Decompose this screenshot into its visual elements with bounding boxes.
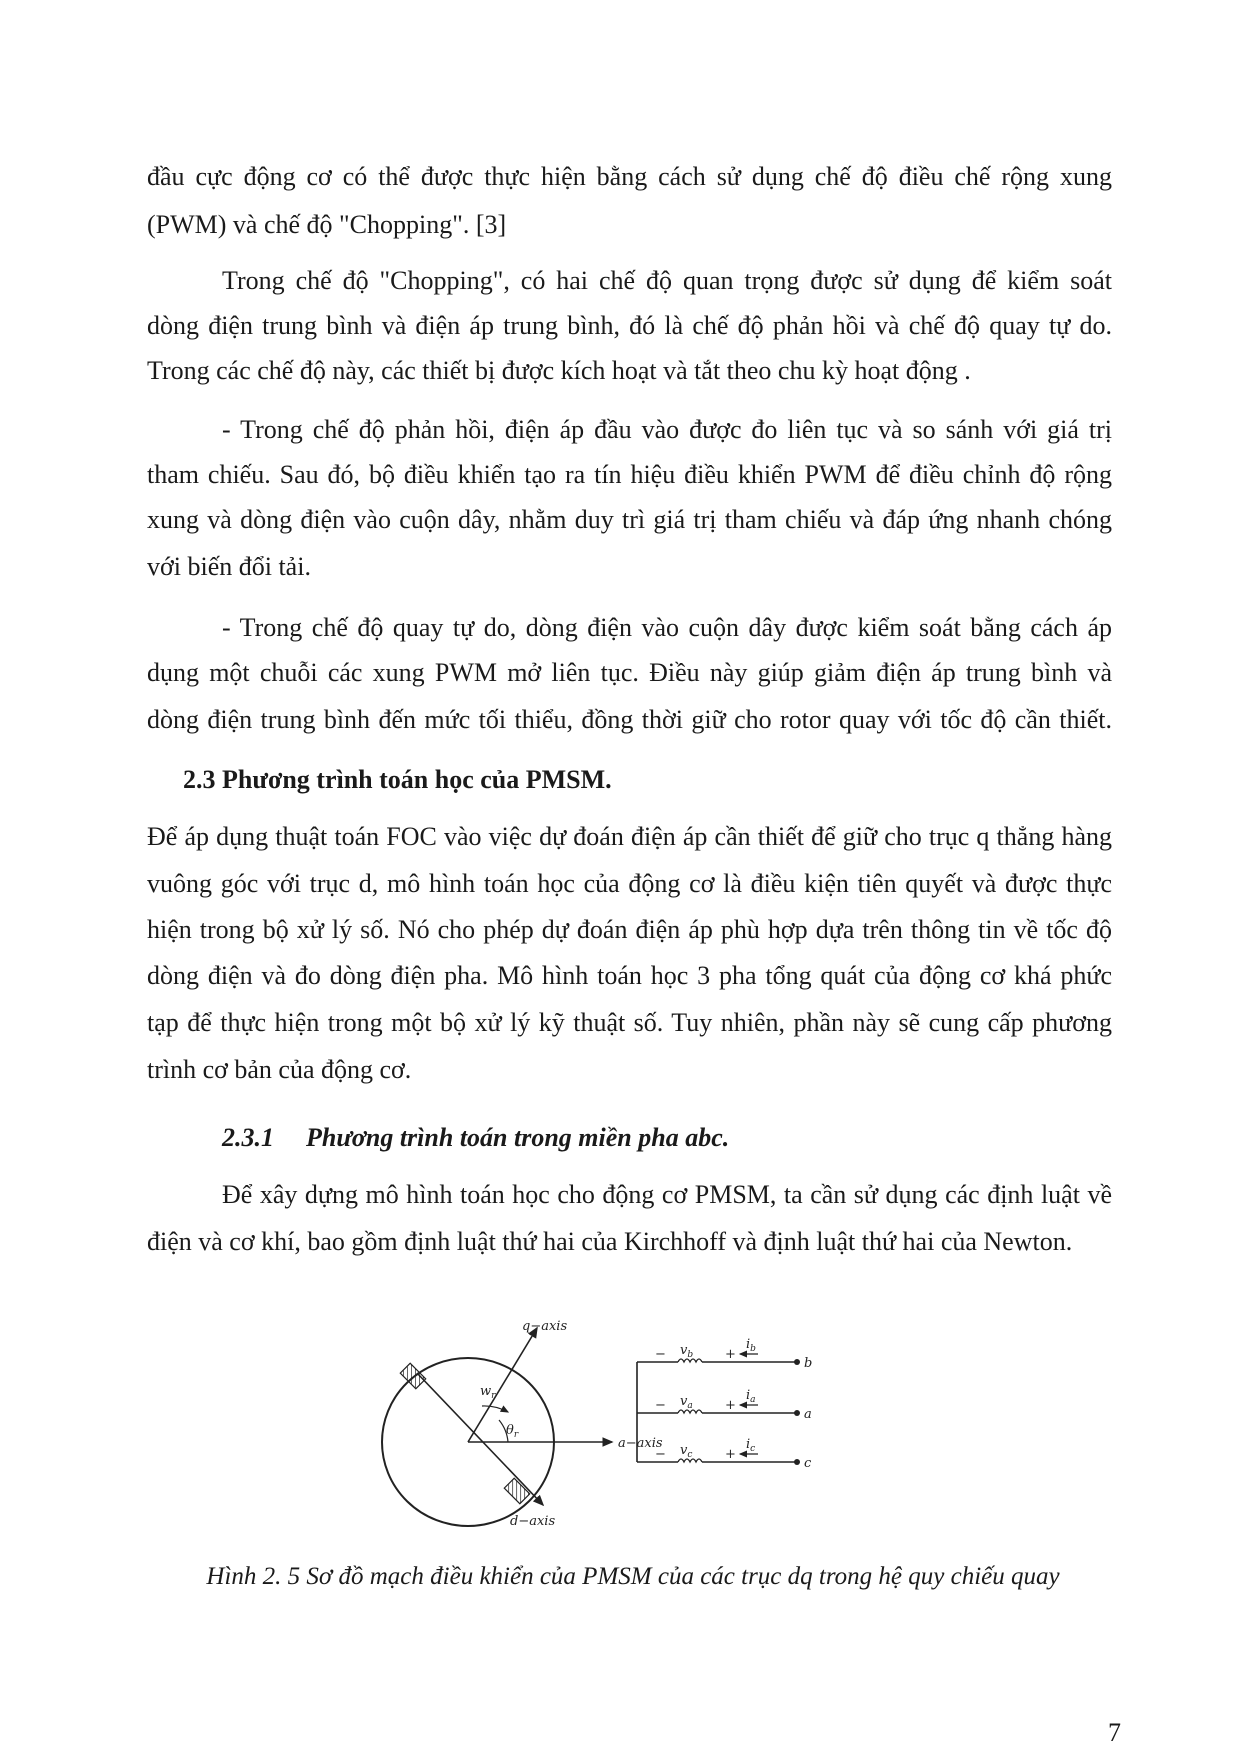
minus-a: − bbox=[655, 1398, 666, 1413]
text-line: hiện trong bộ xử lý số. Nó cho phép dự đoán điện áp phù hợp dựa trên thông tin về tốc độ bbox=[147, 915, 1112, 944]
text-line: vuông góc với trục d, mô hình toán học của động cơ là điều kiện tiên quyết và được thực bbox=[147, 869, 1112, 898]
plus-b: + bbox=[725, 1347, 736, 1362]
page-number: 7 bbox=[1108, 1718, 1121, 1747]
section-heading: 2.3 Phương trình toán học của PMSM. bbox=[183, 765, 612, 794]
va-label: $v_a$ bbox=[680, 1394, 693, 1411]
text-line: - Trong chế độ quay tự do, dòng điện vào cuộn dây được kiểm soát bằng cách áp bbox=[222, 613, 1112, 642]
subsection-heading bbox=[222, 1123, 729, 1153]
vc-label: $v_c$ bbox=[680, 1443, 693, 1460]
terminal-a: a bbox=[804, 1407, 812, 1422]
text-line: Trong các chế độ này, các thiết bị được kích hoạt và tắt theo chu kỳ hoạt động . bbox=[147, 356, 971, 385]
minus-b: − bbox=[655, 1347, 666, 1362]
a-axis-label: a−axis bbox=[618, 1436, 663, 1451]
rotor-magnet bbox=[504, 1478, 529, 1503]
q-axis-label: q−axis bbox=[522, 1320, 568, 1334]
subsection-number: 2.3.1 bbox=[222, 1123, 274, 1152]
text-line: Để áp dụng thuật toán FOC vào việc dự đoán điện áp cần thiết để giữ cho trục q thẳng hàng bbox=[147, 822, 1112, 851]
vb-label: $v_b$ bbox=[680, 1343, 694, 1360]
text-line: Để xây dựng mô hình toán học cho động cơ PMSM, ta cần sử dụng các định luật về bbox=[222, 1180, 1112, 1209]
text-line: dòng điện và đo dòng điện pha. Mô hình toán học 3 pha tổng quát của động cơ khá phức bbox=[147, 961, 1112, 990]
plus-c: + bbox=[725, 1447, 736, 1462]
text-line: dòng điện trung bình đến mức tối thiểu, đồng thời giữ cho rotor quay với tốc độ cần thiết. bbox=[147, 705, 1112, 734]
text-line: điện và cơ khí, bao gồm định luật thứ hai của Kirchhoff và định luật thứ hai của Newton. bbox=[147, 1227, 1073, 1256]
d-axis-label: d−axis bbox=[510, 1514, 556, 1529]
theta-label: $\theta_r$ bbox=[506, 1423, 519, 1440]
ib-label: $i_b$ bbox=[746, 1337, 756, 1354]
ic-label: $i_c$ bbox=[746, 1437, 756, 1454]
text-line: tham chiếu. Sau đó, bộ điều khiển tạo ra tín hiệu điều khiển PWM để điều chỉnh độ rộng bbox=[147, 460, 1112, 489]
subsection-title: Phương trình toán trong miền pha abc. bbox=[306, 1123, 730, 1152]
text-line: Trong chế độ "Chopping", có hai chế độ quan trọng được sử dụng để kiểm soát bbox=[222, 266, 1112, 295]
terminal-b: b bbox=[804, 1356, 813, 1371]
text-line: trình cơ bản của động cơ. bbox=[147, 1055, 412, 1084]
text-line: đầu cực động cơ có thể được thực hiện bằng cách sử dụng chế độ điều chế rộng xung bbox=[147, 162, 1112, 191]
omega-label: $w_r$ bbox=[480, 1384, 496, 1401]
text-line: - Trong chế độ phản hồi, điện áp đầu vào được đo liên tục và so sánh với giá trị bbox=[222, 415, 1112, 444]
figure-caption: Hình 2. 5 Sơ đồ mạch điều khiển của PMSM của các trục dq trong hệ quy chiếu quay bbox=[206, 1563, 1060, 1590]
text-line: (PWM) và chế độ "Chopping". [3] bbox=[147, 210, 507, 239]
text-line: dụng một chuỗi các xung PWM mở liên tục. Điều này giúp giảm điện áp trung bình và bbox=[147, 658, 1112, 687]
pmsm-dq-figure bbox=[370, 1320, 890, 1530]
text-line: tạp để thực hiện trong một bộ xử lý kỹ thuật số. Tuy nhiên, phần này sẽ cung cấp phương bbox=[147, 1008, 1112, 1037]
minus-c: − bbox=[655, 1447, 666, 1462]
text-line: xung và dòng điện vào cuộn dây, nhằm duy trì giá trị tham chiếu và đáp ứng nhanh chóng bbox=[147, 505, 1112, 534]
ia-label: $i_a$ bbox=[746, 1388, 756, 1405]
text-line: dòng điện trung bình và điện áp trung bình, đó là chế độ phản hồi và chế độ quay tự do. bbox=[147, 311, 1112, 340]
terminal-c: c bbox=[804, 1456, 812, 1471]
plus-a: + bbox=[725, 1398, 736, 1413]
text-line: với biến đổi tải. bbox=[147, 552, 311, 581]
